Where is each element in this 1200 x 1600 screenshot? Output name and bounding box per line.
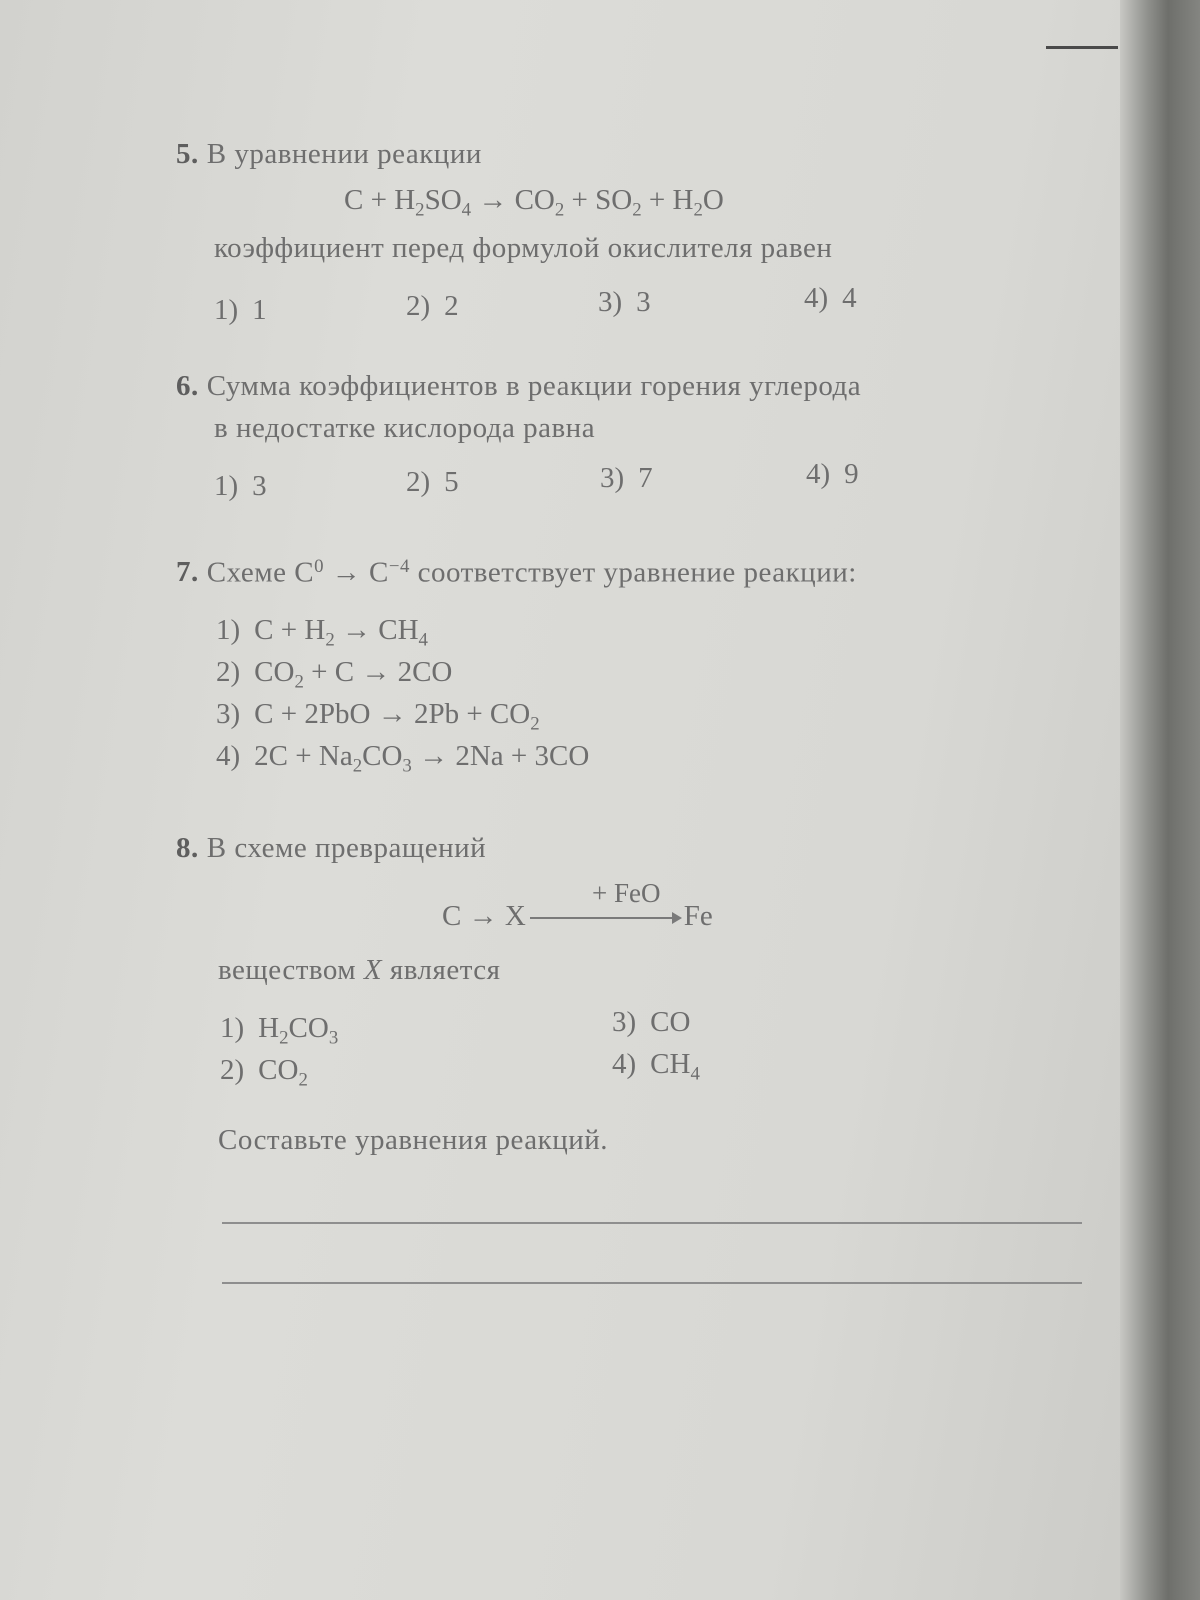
page-edge-shadow — [1120, 0, 1200, 1600]
question-6-option-2: 2) 5 — [406, 466, 459, 498]
question-8-text-continued: веществом X является — [218, 954, 501, 986]
question-number: 7. — [176, 556, 199, 589]
question-7-heading: 7. Схеме $C^0 \to C^{-4}$ соответствует уравнение реакции: — [176, 556, 857, 589]
question-number: 6. — [176, 370, 199, 402]
question-5-option-2: 2) 2 — [406, 290, 459, 322]
question-5-option-3: 3) 3 — [598, 286, 651, 318]
question-5-option-4: 4) 4 — [804, 282, 857, 314]
question-7-option-1: 1) $C + H_2 \to CH_4$ — [216, 614, 428, 651]
question-text: Сумма коэффициентов в реакции горения углерода — [206, 370, 862, 402]
edge-dash-mark — [1046, 46, 1118, 49]
question-6-text-continued: в недостатке кислорода равна — [214, 412, 596, 444]
question-8-scheme: C → X Fe — [442, 900, 713, 932]
question-8-option-4: 4) $CH_4$ — [612, 1048, 700, 1085]
question-6-option-3: 3) 7 — [600, 462, 653, 494]
question-number: 5. — [176, 138, 199, 170]
answer-line-1 — [222, 1222, 1082, 1224]
question-7-option-2: 2) $CO_2 + C \to 2CO$ — [216, 656, 453, 693]
question-6-option-1: 1) 3 — [214, 470, 267, 502]
question-7-option-3: 3) $C + 2PbO \to 2Pb + CO_2$ — [216, 698, 540, 735]
answer-line-2 — [222, 1282, 1082, 1284]
question-text: В схеме превращений — [206, 832, 487, 864]
question-8-option-1: 1) $H_2CO_3$ — [220, 1012, 339, 1049]
question-5-heading — [176, 138, 482, 171]
question-number: 8. — [176, 832, 199, 864]
question-6-option-4: 4) 9 — [806, 458, 859, 490]
question-8-option-3: 3) CO — [612, 1006, 691, 1038]
scheme-reagent-label: + FeO — [592, 878, 661, 908]
question-8-heading — [176, 832, 486, 865]
question-5-text-continued: коэффициент перед формулой окислителя равен — [214, 232, 833, 264]
question-6-heading — [176, 370, 861, 403]
question-5-option-1: 1) 1 — [214, 294, 267, 326]
question-8-option-2: 2) $CO_2$ — [220, 1054, 308, 1091]
task-instruction: Составьте уравнения реакций. — [218, 1124, 609, 1156]
question-7-option-4: 4) $2C + Na_2CO_3 \to 2Na + 3CO$ — [216, 740, 590, 777]
question-text: В уравнении реакции — [206, 138, 482, 170]
long-arrow-icon — [530, 917, 680, 919]
question-5-equation: $C + H_2SO_4 \to CO_2 + SO_2 + H_2O$ — [344, 184, 724, 221]
